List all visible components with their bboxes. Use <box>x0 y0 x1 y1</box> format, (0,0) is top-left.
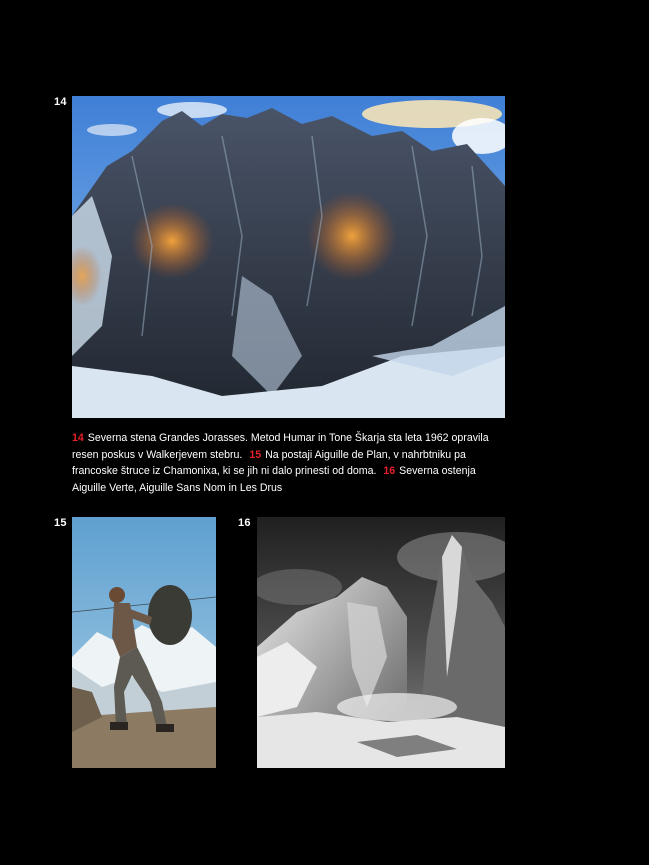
figure-number-15: 15 <box>54 517 67 529</box>
hiker-image <box>72 517 216 768</box>
bw-mountains-image <box>257 517 505 768</box>
caption-text-14: Severna stena Grandes Jorasses. Metod Humar in Tone Škarja sta leta 1962 opravila resen poskus v Walkerjevem stebru. <box>72 432 489 461</box>
caption-ref-14: 14 <box>72 432 84 444</box>
caption-ref-15: 15 <box>249 448 262 461</box>
caption-text-16: Severna ostenja Aiguille Verte, Aiguille Sans Nom in Les Drus <box>72 465 476 494</box>
figure-number-14: 14 <box>54 96 67 108</box>
photo-hiker <box>72 517 216 768</box>
photo-aiguilles <box>257 517 505 768</box>
mountain-north-face-image <box>72 96 505 418</box>
caption-ref-16: 16 <box>383 465 396 478</box>
caption-text-15: Na postaji Aiguille de Plan, v nahrbtniku pa francoske štruce iz Chamonixa, ki se jih ni dalo prinesti od doma. <box>72 448 466 478</box>
photo-caption <box>72 430 502 496</box>
figure-number-16: 16 <box>238 517 251 529</box>
photo-grandes-jorasses <box>72 96 505 418</box>
